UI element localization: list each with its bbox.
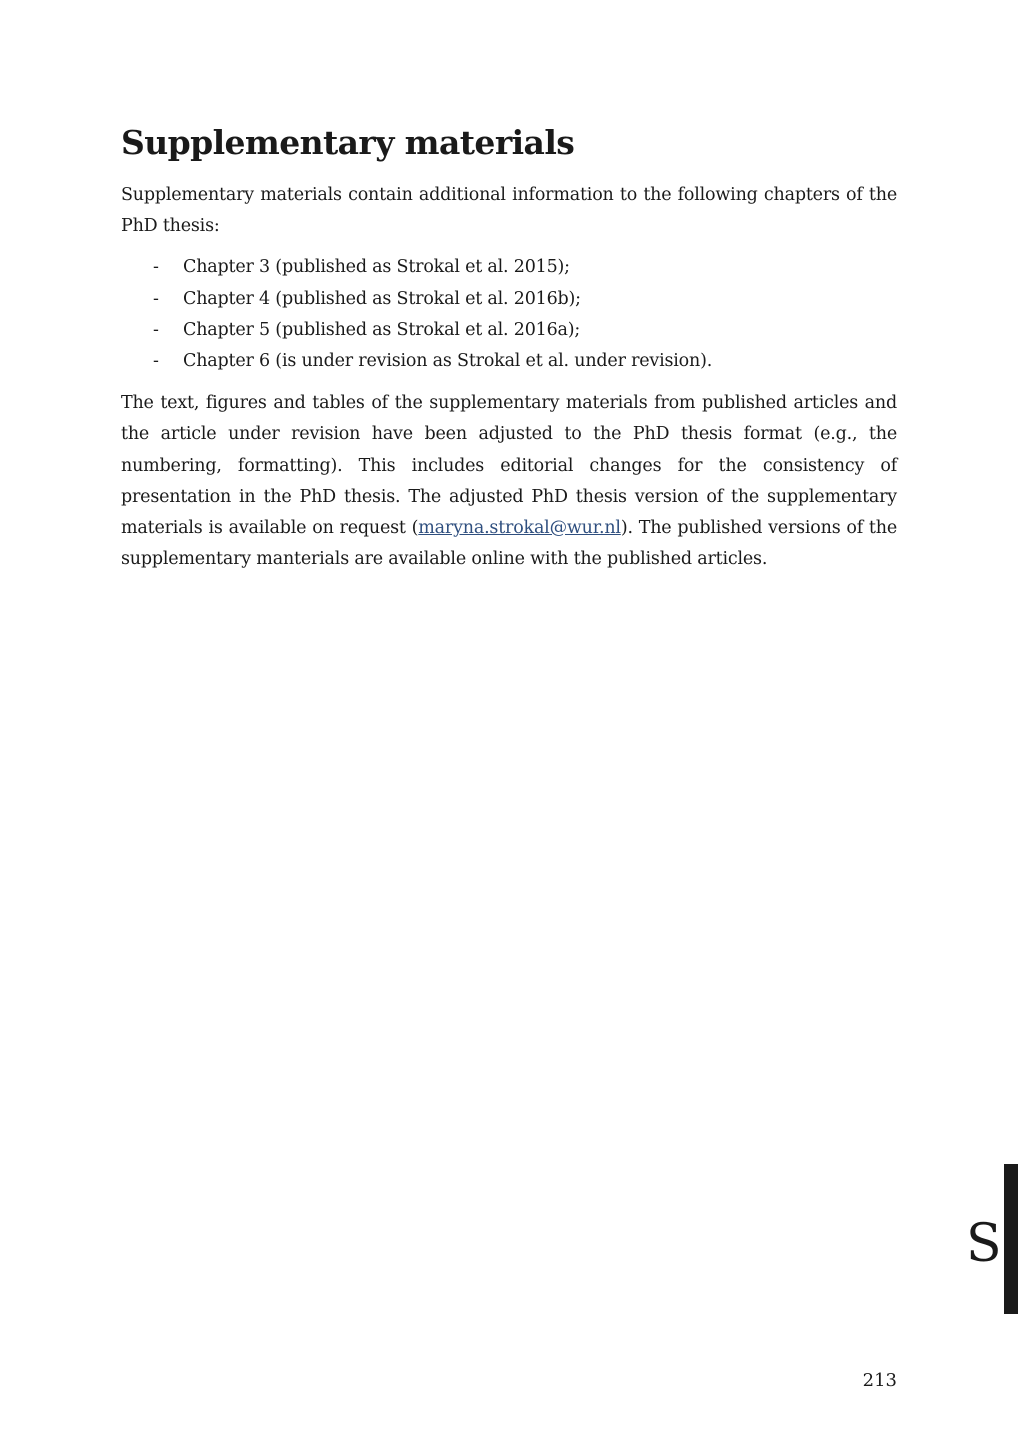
- chapter-side-tab: [1004, 1164, 1018, 1314]
- body-text-part-1: The text, figures and tables of the supplementary materials from published articles and the article under revision have been adjusted to the PhD thesis format (e.g., the numbering, formatting). This includes editorial changes for the consistency of presentation in the PhD thesis. The adjusted PhD thesis version of the supplementary materials is available on request (: [121, 393, 897, 539]
- body-text-part-2: ). The published versions of the supplementary manterials are available online with the published articles.: [121, 518, 897, 570]
- list-item-text: Chapter 4 (published as Strokal et al. 2016b);: [183, 288, 581, 309]
- list-item-text: Chapter 3 (published as Strokal et al. 2015);: [183, 257, 570, 278]
- body-paragraph: [121, 388, 897, 575]
- page-title: Supplementary materials: [121, 123, 575, 162]
- page-number: 213: [862, 1370, 897, 1391]
- chapter-list: [121, 252, 897, 377]
- email-link[interactable]: maryna.strokal@wur.nl: [418, 518, 621, 539]
- list-item: [121, 315, 897, 346]
- list-item: [121, 252, 897, 283]
- chapter-tab-letter: S: [966, 1214, 1002, 1274]
- list-item: [121, 346, 897, 377]
- bullet-dash: -: [153, 288, 159, 309]
- bullet-dash: -: [153, 351, 159, 372]
- list-item: [121, 284, 897, 315]
- intro-paragraph: Supplementary materials contain additional information to the following chapters of the PhD thesis:: [121, 185, 897, 237]
- bullet-dash: -: [153, 257, 159, 278]
- list-item-text: Chapter 5 (published as Strokal et al. 2016a);: [183, 319, 581, 340]
- list-item-text: Chapter 6 (is under revision as Strokal et al. under revision).: [183, 351, 713, 372]
- bullet-dash: -: [153, 319, 159, 340]
- page-content: [121, 120, 897, 575]
